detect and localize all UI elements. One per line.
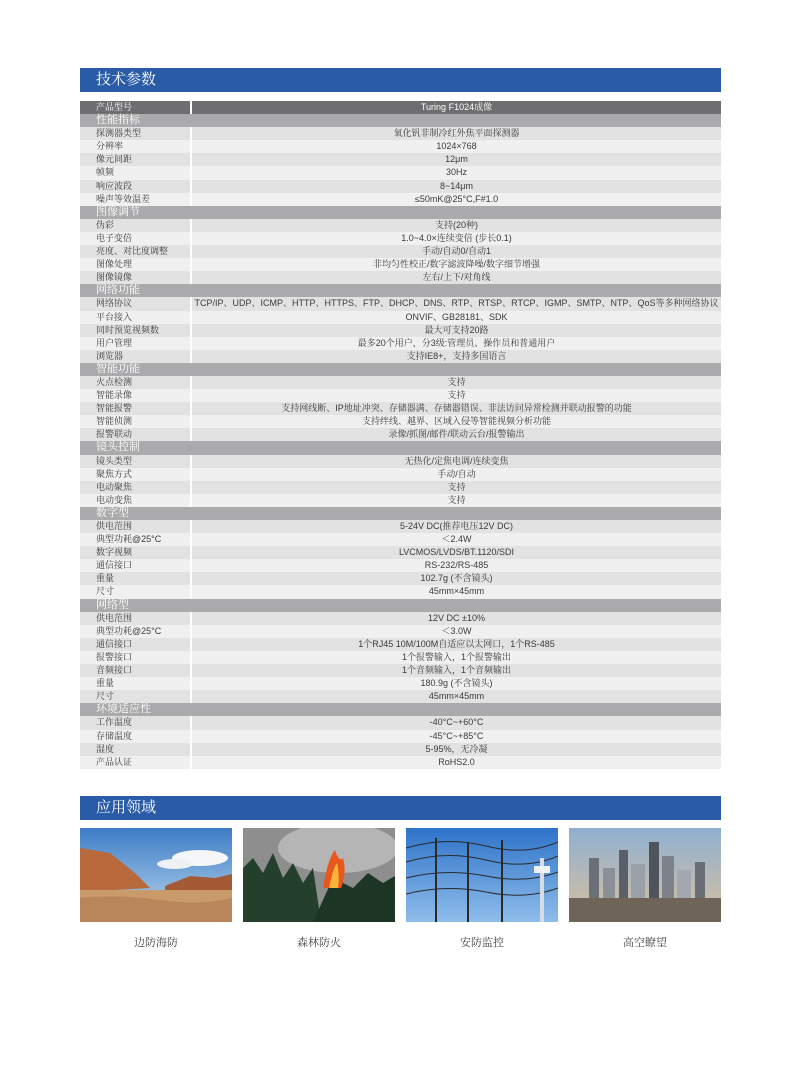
- spec-label: 尺寸: [80, 690, 192, 703]
- spec-row: [80, 651, 721, 664]
- spec-label: 尺寸: [80, 585, 192, 598]
- spec-label: 通信接口: [80, 638, 192, 651]
- spec-label: 平台接入: [80, 311, 192, 324]
- spec-row: [80, 271, 721, 284]
- spec-value: RoHS2.0: [192, 756, 721, 769]
- spec-value: 102.7g (不含镜头): [192, 572, 721, 585]
- spec-value: 1个报警输入，1个报警输出: [192, 651, 721, 664]
- spec-row: [80, 756, 721, 769]
- spec-value: 录像/抓图/邮件/联动云台/报警输出: [192, 428, 721, 441]
- spec-value: 支持: [192, 376, 721, 389]
- spec-row: [80, 219, 721, 232]
- spec-row: [80, 166, 721, 179]
- spec-label: 智能侦测: [80, 415, 192, 428]
- spec-value: -40°C~+60°C: [192, 716, 721, 729]
- spec-row: [80, 337, 721, 350]
- spec-label: 报警接口: [80, 651, 192, 664]
- spec-value: LVCMOS/LVDS/BT.1120/SDI: [192, 546, 721, 559]
- spec-row: [80, 402, 721, 415]
- spec-row: [80, 376, 721, 389]
- spec-value: 1个RJ45 10M/100M自适应以太网口，1个RS-485: [192, 638, 721, 651]
- spec-label: 产品认证: [80, 756, 192, 769]
- spec-header-row: [80, 101, 721, 114]
- spec-row: [80, 559, 721, 572]
- spec-value: 支持: [192, 389, 721, 402]
- spec-row: [80, 311, 721, 324]
- spec-value: ＜2.4W: [192, 533, 721, 546]
- spec-value: 12μm: [192, 153, 721, 166]
- spec-value: TCP/IP、UDP、ICMP、HTTP、HTTPS、FTP、DHCP、DNS、RTP、RTSP、RTCP、IGMP、SMTP、NTP、QoS等多种网络协议: [192, 297, 721, 310]
- spec-section-heading: 智能功能: [80, 363, 721, 376]
- spec-row: [80, 232, 721, 245]
- spec-row: [80, 520, 721, 533]
- spec-value: ONVIF、GB28181、SDK: [192, 311, 721, 324]
- spec-label: 帧频: [80, 166, 192, 179]
- spec-value: 1024×768: [192, 140, 721, 153]
- spec-section-heading: 性能指标: [80, 114, 721, 127]
- spec-row: [80, 245, 721, 258]
- spec-value: 30Hz: [192, 166, 721, 179]
- spec-label: 火点检测: [80, 376, 192, 389]
- spec-table: [80, 101, 721, 769]
- spec-label: 通信接口: [80, 559, 192, 572]
- spec-value: 支持(20种): [192, 219, 721, 232]
- spec-label: 典型功耗@25°C: [80, 625, 192, 638]
- application-gallery: [80, 828, 721, 950]
- spec-value: 5-24V DC(推荐电压12V DC): [192, 520, 721, 533]
- spec-value: RS-232/RS-485: [192, 559, 721, 572]
- spec-label: 响应波段: [80, 180, 192, 193]
- spec-label: 图像镜像: [80, 271, 192, 284]
- spec-row: [80, 716, 721, 729]
- spec-value: 最多20个用户，分3级:管理员、操作员和普通用户: [192, 337, 721, 350]
- spec-value: 8~14μm: [192, 180, 721, 193]
- spec-section-heading: 镜头控制: [80, 441, 721, 454]
- spec-row: [80, 297, 721, 310]
- spec-label: 湿度: [80, 743, 192, 756]
- spec-label: 存储温度: [80, 730, 192, 743]
- spec-section-heading: 网络功能: [80, 284, 721, 297]
- spec-value: 左右/上下/对角线: [192, 271, 721, 284]
- spec-row: [80, 546, 721, 559]
- spec-label: 镜头类型: [80, 455, 192, 468]
- spec-label: 电动变焦: [80, 494, 192, 507]
- forest-fire-photo-icon: [243, 828, 395, 922]
- spec-value: 45mm×45mm: [192, 690, 721, 703]
- spec-value: ＜3.0W: [192, 625, 721, 638]
- spec-label: 亮度、对比度调整: [80, 245, 192, 258]
- spec-row: [80, 153, 721, 166]
- spec-label: 重量: [80, 677, 192, 690]
- spec-row: [80, 258, 721, 271]
- spec-value: 氧化钒非制冷红外焦平面探测器: [192, 127, 721, 140]
- app-card-border: [80, 828, 232, 950]
- app-card-skyline: [569, 828, 721, 950]
- spec-value: ≤50mK@25°C,F#1.0: [192, 193, 721, 206]
- spec-section-heading: 网络型: [80, 599, 721, 612]
- spec-row: [80, 743, 721, 756]
- spec-label: 浏览器: [80, 350, 192, 363]
- spec-value: 180.9g (不含镜头): [192, 677, 721, 690]
- spec-value: 支持IE8+，支持多国语言: [192, 350, 721, 363]
- spec-section-heading: 数字型: [80, 507, 721, 520]
- app-caption-security: 安防监控: [460, 937, 504, 949]
- spec-value: 手动/自动0/自动1: [192, 245, 721, 258]
- app-caption-skyline: 高空瞭望: [623, 937, 667, 949]
- spec-row: [80, 324, 721, 337]
- spec-row: [80, 468, 721, 481]
- security-fence-photo-icon: [406, 828, 558, 922]
- spec-value: 12V DC ±10%: [192, 612, 721, 625]
- spec-row: [80, 677, 721, 690]
- spec-label: 典型功耗@25°C: [80, 533, 192, 546]
- spec-label: 噪声等效温差: [80, 193, 192, 206]
- spec-label: 供电范围: [80, 612, 192, 625]
- spec-row: [80, 481, 721, 494]
- spec-label: 聚焦方式: [80, 468, 192, 481]
- spec-label: 智能报警: [80, 402, 192, 415]
- spec-section-heading: 环境适应性: [80, 703, 721, 716]
- spec-header-label: 产品型号: [80, 101, 192, 114]
- spec-value: 支持: [192, 494, 721, 507]
- spec-label: 用户管理: [80, 337, 192, 350]
- spec-label: 工作温度: [80, 716, 192, 729]
- spec-section-heading: 图像调节: [80, 206, 721, 219]
- desert-photo-icon: [80, 828, 232, 922]
- city-skyline-photo-icon: [569, 828, 721, 922]
- spec-row: [80, 415, 721, 428]
- spec-header-value: Turing F1024成像: [192, 101, 721, 114]
- spec-label: 探测器类型: [80, 127, 192, 140]
- spec-value: 1.0~4.0×连续变倍 (步长0.1): [192, 232, 721, 245]
- application-section-title: 应用领域: [80, 796, 721, 820]
- spec-row: [80, 572, 721, 585]
- spec-label: 电子变倍: [80, 232, 192, 245]
- spec-row: [80, 428, 721, 441]
- spec-row: [80, 140, 721, 153]
- spec-value: 支持: [192, 481, 721, 494]
- spec-row: [80, 494, 721, 507]
- spec-label: 音频接口: [80, 664, 192, 677]
- spec-row: [80, 127, 721, 140]
- spec-value: 无热化/定焦电调/连续变焦: [192, 455, 721, 468]
- spec-row: [80, 638, 721, 651]
- spec-row: [80, 612, 721, 625]
- spec-label: 数字视频: [80, 546, 192, 559]
- spec-label: 伪彩: [80, 219, 192, 232]
- spec-value: 支持网线断、IP地址冲突、存储器满、存储器错误、非法访问异常检测并联动报警的功能: [192, 402, 721, 415]
- spec-label: 重量: [80, 572, 192, 585]
- spec-value: -45°C~+85°C: [192, 730, 721, 743]
- spec-section-title: 技术参数: [80, 68, 721, 92]
- spec-value: 45mm×45mm: [192, 585, 721, 598]
- spec-label: 分辨率: [80, 140, 192, 153]
- app-caption-forest: 森林防火: [297, 937, 341, 949]
- spec-label: 网络协议: [80, 297, 192, 310]
- spec-label: 报警联动: [80, 428, 192, 441]
- spec-value: 非均匀性校正/数字滤波降噪/数字细节增强: [192, 258, 721, 271]
- spec-value: 最大可支持20路: [192, 324, 721, 337]
- spec-label: 智能录像: [80, 389, 192, 402]
- spec-row: [80, 533, 721, 546]
- spec-row: [80, 193, 721, 206]
- spec-row: [80, 180, 721, 193]
- app-caption-border: 边防海防: [134, 937, 178, 949]
- spec-row: [80, 690, 721, 703]
- spec-label: 图像处理: [80, 258, 192, 271]
- spec-value: 5-95%，无冷凝: [192, 743, 721, 756]
- spec-row: [80, 585, 721, 598]
- spec-row: [80, 389, 721, 402]
- spec-row: [80, 664, 721, 677]
- app-card-security: [406, 828, 558, 950]
- app-card-forest: [243, 828, 395, 950]
- spec-label: 像元间距: [80, 153, 192, 166]
- spec-label: 电动聚焦: [80, 481, 192, 494]
- spec-row: [80, 455, 721, 468]
- spec-row: [80, 625, 721, 638]
- spec-label: 同时预览视频数: [80, 324, 192, 337]
- spec-row: [80, 730, 721, 743]
- spec-value: 手动/自动: [192, 468, 721, 481]
- spec-value: 1个音频输入，1个音频输出: [192, 664, 721, 677]
- spec-label: 供电范围: [80, 520, 192, 533]
- spec-row: [80, 350, 721, 363]
- spec-value: 支持绊线、越界、区域入侵等智能视频分析功能: [192, 415, 721, 428]
